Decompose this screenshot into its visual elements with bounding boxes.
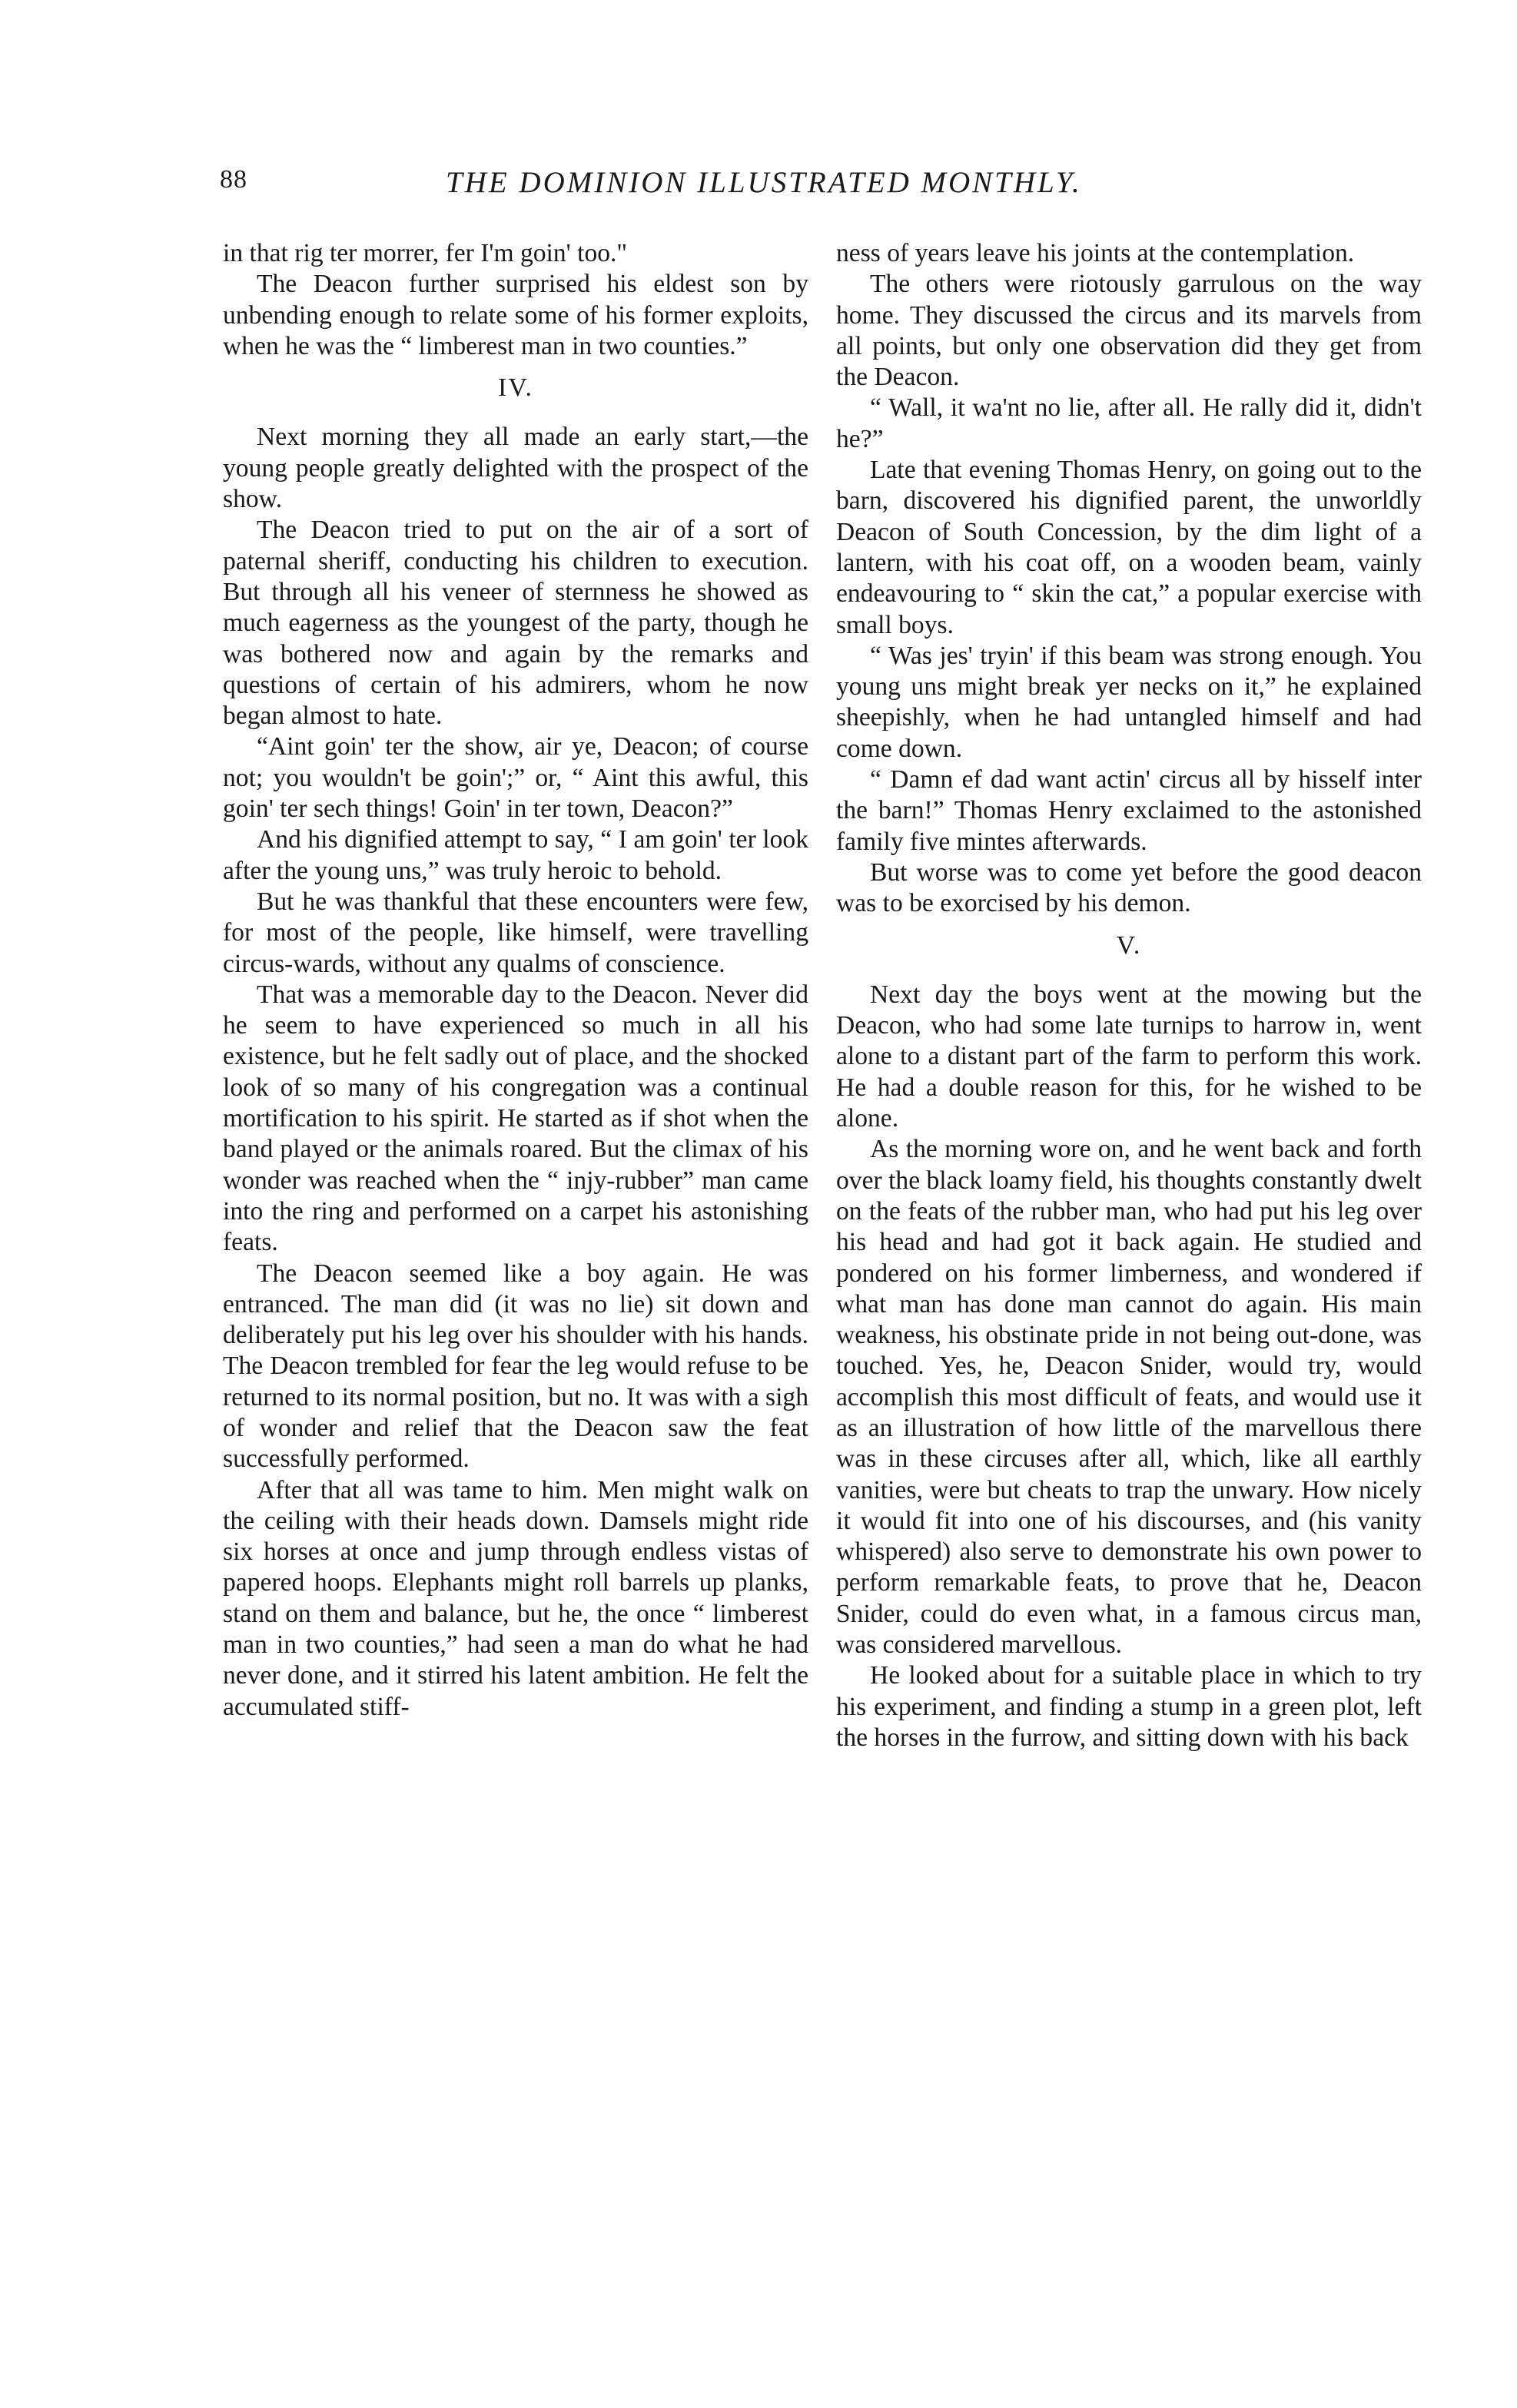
paragraph: That was a memorable day to the Deacon. Never did he seem to have experienced so much in all his existence, but he felt sadly out of place, and the shocked look of so many of his congregation was a continual mortification to his spirit. He started as if shot when the band played or the animals roared. But the climax of his wonder was reached when the “ injy-rubber” man came into the ring and performed on a carpet his astonishing feats. bbox=[223, 980, 808, 1257]
paragraph: And his dignified attempt to say, “ I am goin' ter look after the young uns,” was truly heroic to behold. bbox=[223, 825, 808, 885]
paragraph: The Deacon seemed like a boy again. He was entranced. The man did (it was no lie) sit down and deliberately put his leg over his shoulder with his hands. The Deacon trembled for fear the leg would refuse to be returned to its normal position, but no. It was with a sigh of wonder and relief that the Deacon saw the feat successfully performed. bbox=[223, 1259, 808, 1474]
paragraph: ness of years leave his joints at the contemplation. bbox=[836, 239, 1355, 267]
paragraph: “ Was jes' tryin' if this beam was strong enough. You young uns might break yer necks on it,” he explained sheepishly, when he had untangled himself and had come down. bbox=[836, 641, 1422, 763]
page-header bbox=[220, 165, 1288, 211]
running-title: THE DOMINION ILLUSTRATED MONTHLY. bbox=[446, 166, 1082, 199]
paragraph: As the morning wore on, and he went back and forth over the black loamy field, his thoughts constantly dwelt on the feats of the rubber man, who had put his leg over his head and had got it back again. He studied and pondered on his former limberness, and wondered if what man has done man cannot do again. His main weakness, his obstinate pride in not being out-done, was touched. Yes, he, Deacon Snider, would try, would accomplish this most difficult of feats, and would use it as an illustration of how little of the marvellous there was in these circuses after all, which, like all earthly vanities, were but cheats to trap the unwary. How nicely it would fit into one of his discourses, and (his vanity whispered) also serve to demonstrate his own power to perform remarkable feats, to prove that he, Deacon Snider, could do even what, in a famous circus man, was considered marvellous. bbox=[836, 1135, 1422, 1660]
paragraph: The others were riotously garrulous on the way home. They discussed the circus and its marvels from all points, but only one observation did they get from the Deacon. bbox=[836, 270, 1422, 392]
paragraph: “ Wall, it wa'nt no lie, after all. He rally did it, didn't he?” bbox=[836, 393, 1422, 453]
paragraph: The Deacon tried to put on the air of a sort of paternal sheriff, conducting his children to execution. But through all his veneer of sternness he showed as much eagerness as the youngest of the party, though he was bothered now and again by the remarks and questions of certain of his admirers, whom he now began almost to hate. bbox=[223, 516, 808, 731]
paragraph: Next day the boys went at the mowing but the Deacon, who had some late turnips to harrow in, went alone to a distant part of the farm to perform this work. He had a double reason for this, for he wished to be alone. bbox=[836, 980, 1422, 1133]
paragraph: The Deacon further surprised his eldest son by unbending enough to relate some of his former exploits, when he was the “ limberest man in two counties.” bbox=[223, 270, 808, 360]
section-heading: V. bbox=[1116, 930, 1142, 960]
paragraph: “Aint goin' ter the show, air ye, Deacon; of course not; you wouldn't be goin';” or, “ Aint this awful, this goin' ter sech things! Goin' in ter town, Deacon?” bbox=[223, 732, 808, 824]
paragraph: He looked about for a suitable place in which to try his experiment, and finding a stump in a green plot, left the horses in the furrow, and sitting down with his back bbox=[836, 1661, 1422, 1752]
paragraph: Late that evening Thomas Henry, on going out to the barn, discovered his dignified parent, the unworldly Deacon of South Concession, by the dim light of a lantern, with his coat off, on a wooden beam, vainly endeavouring to “ skin the cat,” a popular exercise with small boys. bbox=[836, 456, 1422, 639]
left-column bbox=[223, 238, 808, 1723]
paragraph: Next morning they all made an early start,—the young people greatly delighted with the prospect of the show. bbox=[223, 423, 808, 514]
paragraph: After that all was tame to him. Men might walk on the ceiling with their heads down. Damsels might ride six horses at once and jump through endless vistas of papered hoops. Elephants might roll barrels up planks, stand on them and balance, but he, the once “ limberest man in two counties,” had seen a man do what he had never done, and it stirred his latent ambition. He felt the accumulated stiff- bbox=[223, 1475, 808, 1721]
paragraph: in that rig ter morrer, fer I'm goin' too." bbox=[223, 239, 628, 267]
right-column bbox=[836, 238, 1422, 1753]
paragraph: “ Damn ef dad want actin' circus all by hisself inter the barn!” Thomas Henry exclaimed to the astonished family five mintes afterwards. bbox=[836, 765, 1422, 856]
page-number: 88 bbox=[220, 165, 247, 194]
paragraph: But he was thankful that these encounters were few, for most of the people, like himself, were travelling circus-wards, without any qualms of conscience. bbox=[223, 887, 808, 978]
section-heading: IV. bbox=[498, 373, 533, 403]
paragraph: But worse was to come yet before the good deacon was to be exorcised by his demon. bbox=[836, 857, 1422, 918]
